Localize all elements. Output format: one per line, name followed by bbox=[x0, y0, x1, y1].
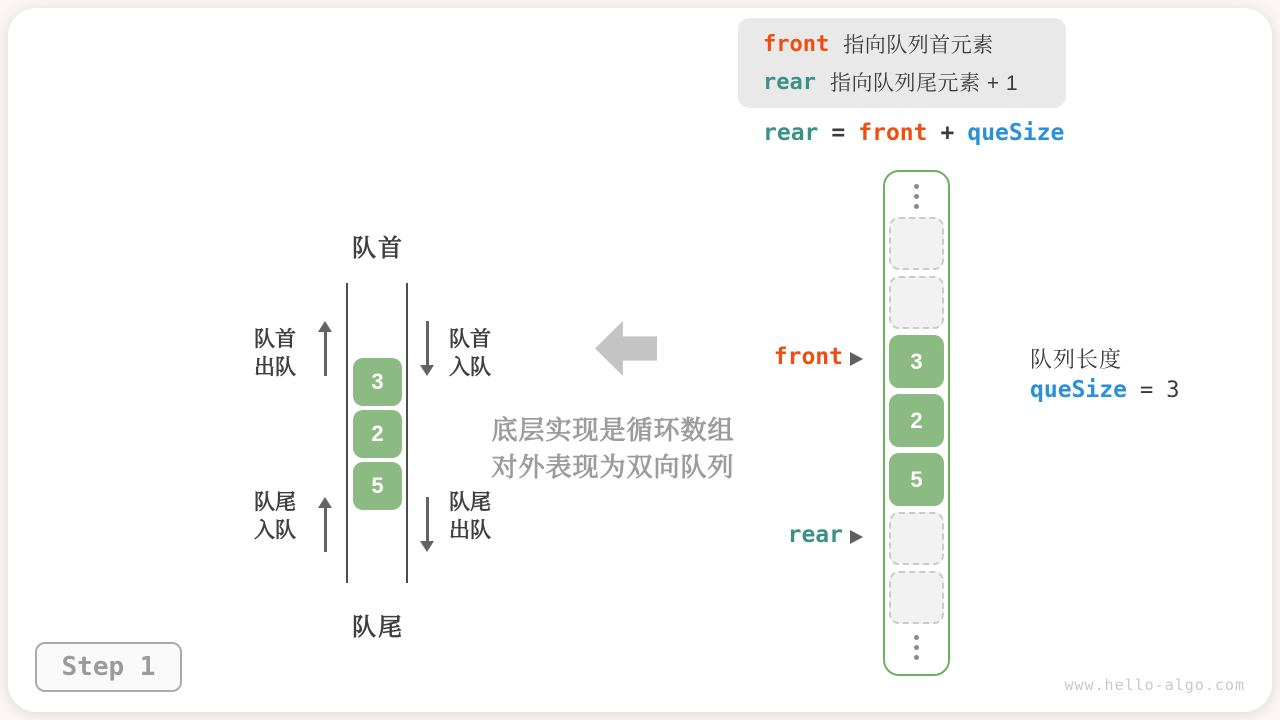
quesize-equals: = bbox=[1139, 377, 1154, 403]
op-tail-enqueue-label: 队尾 入队 bbox=[254, 491, 296, 542]
quesize-value: 3 bbox=[1166, 377, 1180, 403]
ellipsis-icon bbox=[885, 635, 948, 660]
op-head-dequeue-label: 队首 出队 bbox=[254, 328, 296, 379]
ellipsis-icon bbox=[885, 184, 948, 209]
front-description: 指向队列首元素 bbox=[843, 34, 994, 57]
up-arrow-icon bbox=[317, 321, 333, 376]
op-tail-dequeue-label: 队尾 出队 bbox=[449, 491, 491, 542]
front-keyword: front bbox=[763, 31, 830, 57]
deque-head-title: 队首 bbox=[352, 235, 404, 262]
rear-equation bbox=[763, 120, 1064, 146]
deque-tail-title: 队尾 bbox=[352, 614, 404, 641]
array-cell: 3 bbox=[889, 335, 944, 388]
rear-keyword: rear bbox=[763, 69, 816, 95]
step-badge: Step 1 bbox=[35, 642, 182, 692]
rear-description: 指向队列尾元素 + 1 bbox=[829, 72, 1019, 95]
array-cell: 2 bbox=[889, 394, 944, 447]
website-watermark: www.hello-algo.com bbox=[1064, 676, 1245, 694]
down-arrow-icon bbox=[419, 497, 435, 552]
deque-cell: 5 bbox=[353, 462, 402, 510]
queue-length-label: 队列长度 bbox=[1030, 347, 1123, 372]
implementation-caption: 底层实现是循环数组 对外表现为双向队列 bbox=[491, 415, 735, 482]
deque-right-wall bbox=[406, 283, 408, 583]
pointer-arrow-icon bbox=[850, 352, 863, 366]
up-arrow-icon bbox=[317, 497, 333, 552]
equation-front: front bbox=[858, 120, 928, 146]
rear-pointer-label: rear bbox=[787, 522, 843, 548]
legend-line-front bbox=[763, 25, 1066, 63]
array-cell: 5 bbox=[889, 453, 944, 506]
deque-cell: 2 bbox=[353, 410, 402, 458]
array-cell-empty bbox=[889, 512, 944, 565]
array-cell-empty bbox=[889, 571, 944, 624]
deque-cell: 3 bbox=[353, 358, 402, 406]
pointer-arrow-icon bbox=[850, 530, 863, 544]
pointer-legend-box bbox=[738, 18, 1066, 108]
front-pointer-label: front bbox=[773, 344, 843, 370]
array-cell-empty bbox=[889, 276, 944, 329]
deque-left-wall bbox=[346, 283, 348, 583]
legend-line-rear bbox=[763, 63, 1066, 101]
quesize-keyword: queSize bbox=[1030, 377, 1127, 403]
equation-plus: + bbox=[940, 120, 955, 146]
equation-equals: = bbox=[831, 120, 846, 146]
op-head-enqueue-label: 队首 入队 bbox=[449, 328, 491, 379]
down-arrow-icon bbox=[419, 321, 435, 376]
equation-quesize: queSize bbox=[967, 120, 1065, 146]
array-cell-empty bbox=[889, 217, 944, 270]
queue-length-value-line bbox=[1030, 377, 1179, 403]
circular-array bbox=[883, 170, 950, 676]
equation-rear: rear bbox=[763, 120, 819, 146]
